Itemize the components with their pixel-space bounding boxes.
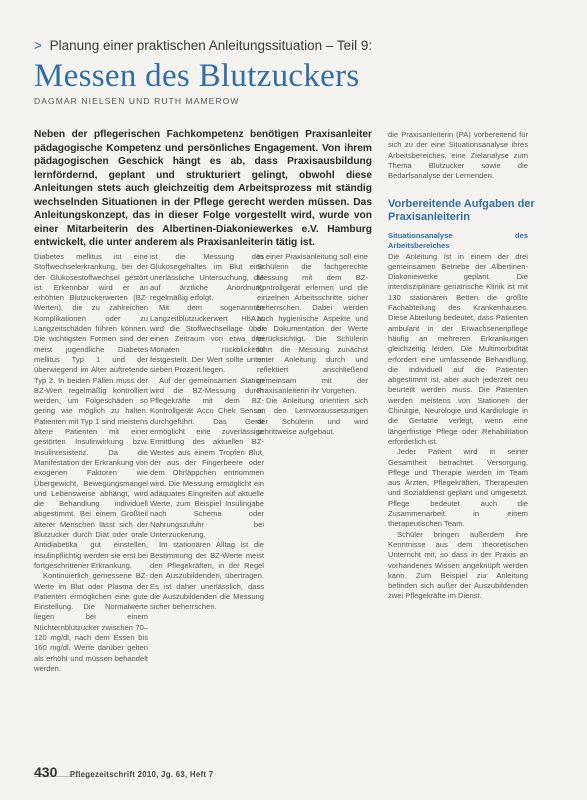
journal-citation: Pflegezeitschrift 2010, Jg. 63, Heft 7 xyxy=(69,770,214,779)
body-paragraph: Die Anleitung ist in einem der drei gemeinsamen Betriebe der Albertinen-Diakoniewerke geplant. Die interdisziplinäre geriatrische Klinik ist mit 130 stationären Betten die größte Fachabteilung des Krankenhauses. Diese Abteilung bedeutet, dass Patienten ambulant in der Erwachsenenpflege häufig an mehreren Erkrankungen gleichzeitig leiden. Die Multimorbidität erfordert eine umfassende Behandlung, die individuell auf die Patienten abgestimmt ist, aber auch jederzeit neu beurteilt werden muss. Die Patienten werden meistens von Stationen der Chirurgie, Neurologie und Kardiologie in die Geriatrie verlegt, wenn eine längerfristige Pflege oder Rehabilitation erforderlich ist. xyxy=(388,251,528,446)
body-paragraph: ist die Messung des Glukosegehaltes im Blut eine unerlässliche Untersuchung, die auf ärztliche Anordnung regelmäßig erfolgt. xyxy=(150,252,264,303)
body-column-1 xyxy=(34,252,148,767)
lead-paragraph: Neben der pflegerischen Fachkompetenz benötigen Praxisanleiter pädagogische Kompetenz und persönliches Engagement. Von ihrem pädagogischen Geschick hängt es ab, dass Praxisausbildung lernfördernd, geplant und strukturiert gelingt, obwohl diese Anleitungen stets auch gleichzeitig dem Arbeitsprozess mit ständig wechselnden Situationen in der Pflege gerecht werden müssen. Das Anleitungskonzept, das in dieser Folge vorgestellt wird, wurde von einer Mitarbeiterin des Albertinen-Diakoniewerkes e.V. Hamburg entwickelt, die unter anderem als Praxisanleiterin tätig ist. xyxy=(34,129,372,248)
body-paragraph: die Praxisanleiterin (PA) vorbereitend für sich zu der eine Situationsanalyse ihres Arbeitsbereiches, eine Zielanalyse zum Thema Blutzucker sowie die Bedarfsanalyse der Lernenden. xyxy=(388,130,528,181)
body-paragraph: Die Anleitung orientiert sich an den Lernvoraussetzungen der Schülerin und wird schrittweise aufgebaut. xyxy=(257,396,368,437)
body-paragraph: Im stationären Alltag ist die Bestimmung der BZ-Werte meist den Pflegekräften, in der Regel den Auszubildenden, übertragen. Es ist daher unerlässlich, dass die Auszubildenden die Messung sicher beherrschen. xyxy=(150,540,264,612)
body-paragraph: Mit dem sogenannten Langzeitblutzuckerwert HbA1c wird die Stoffwechsellage über einen Zeitraum von etwa drei Monaten rückblickend festgestellt. Der Wert sollte unter sieben Prozent liegen. xyxy=(150,303,264,375)
page-footer xyxy=(34,764,213,782)
article-title: Messen des Blutzuckers xyxy=(34,58,360,94)
chevron-right-icon: > xyxy=(34,38,42,53)
body-column-4-intro xyxy=(388,130,528,181)
body-paragraph: Jeder Patient wird in seiner Gesamtheit betrachtet. Versorgung, Pflege und Therapie werden im Team aus Ärzten, Pflegekräften, Therapeuten und Sozialdienst geplant und umgesetzt. Pflege bedeutet auch die Zusammenarbeit in einem therapeutischen Team. xyxy=(388,447,528,529)
page-number: 430 xyxy=(34,764,58,780)
body-paragraph: Kontinuierlich gemessene BZ-Werte im Blut oder Plasma der Patienten ermöglichen eine gute Einstellung. Die Normalwerte liegen bei einem Nüchternblutzucker zwischen 70–120 mg/dl, nach dem Essen bis 160 mg/dl. Werte darüber gelten als erhöht und müssen behandelt werden. xyxy=(34,571,148,673)
subsection-heading: Situationsanalyse des Arbeitsbereiches xyxy=(388,231,528,251)
body-paragraph: Schüler bringen außerdem ihre Kenntnisse aus dem theoretischen Unterricht mit, so dass in der Praxis an vorhandenes Wissen angeknüpft werden kann. Zum Beispiel zur Anleitung befinden sich außer der Auszubildenden zwei Pflegekräfte im Dienst. xyxy=(388,529,528,601)
article-authors: DAGMAR NIELSEN UND RUTH MAMEROW xyxy=(34,96,240,106)
series-heading xyxy=(34,38,554,53)
body-paragraph: In einer Praxisanleitung soll eine Schülerin die fachgerechte Messung mit dem BZ-Kontrollgerät erlernen und die einzelnen Arbeitsschritte sicher beherrschen. Dabei werden auch hygienische Aspekte und die Dokumentation der Werte berücksichtigt. Die Schülerin führt die Messung zunächst unter Anleitung durch und reflektiert anschließend gemeinsam mit der Praxisanleiterin ihr Vorgehen. xyxy=(257,252,368,395)
series-title: Planung einer praktischen Anleitungssituation – Teil 9: xyxy=(49,38,373,53)
body-column-2 xyxy=(150,252,264,767)
body-column-4 xyxy=(388,231,528,767)
body-paragraph: Auf der gemeinsamen Station wird die BZ-Messung durch Pflegekräfte mit dem BZ-Kontrollgerät Accu Chek Sensor durchgeführt. Das Gerät ermöglicht eine zuverlässige Ermittlung des aktuellen BZ-Wertes aus einem Tropfen Blut, der aus der Fingerbeere oder dem Ohrläppchen entnommen wird. Die Messung ermöglicht ein adäquates Eingreifen auf aktuelle Werte, zum Beispiel Insulingabe nach Schema oder Nahrungszufuhr bei Unterzuckerung. xyxy=(150,375,264,540)
body-column-3 xyxy=(257,252,368,767)
section-heading: Vorbereitende Aufgaben der Praxisanleiterin xyxy=(388,198,535,223)
body-paragraph: Diabetes mellitus ist eine Stoffwechselerkrankung, bei der der Glukosestoffwechsel gestört ist. Erkennbar wird er an erhöhten Blutzuckerwerten (BZ-Werten), die zu zahlreichen Komplikationen oder zu Langzeitschäden führen können. Die wichtigsten Formen sind der meist jugendliche Diabetes mellitus Typ 1 und der überwiegend im Alter auftretende Typ 2. In beiden Fällen muss der BZ-Wert regelmäßig kontrolliert werden, um Folgeschäden so gering wie möglich zu halten. Patienten mit Typ 1 sind meistens ältere Patienten mit einer gestörten Insulinwirkung bzw. Insulinresistenz. Da die Manifestation der Erkrankung von exogenen Faktoren wie Übergewicht, Bewegungsmangel und Lebensweise abhängt, wird die Behandlung individuell abgestimmt. Bei einem Großteil älterer Menschen lässt sich der Blutzucker durch Diät oder orale Antidiabetika gut einstellen, insulinpflichtig werden sie erst bei fortgeschrittener Erkrankung. xyxy=(34,252,148,570)
